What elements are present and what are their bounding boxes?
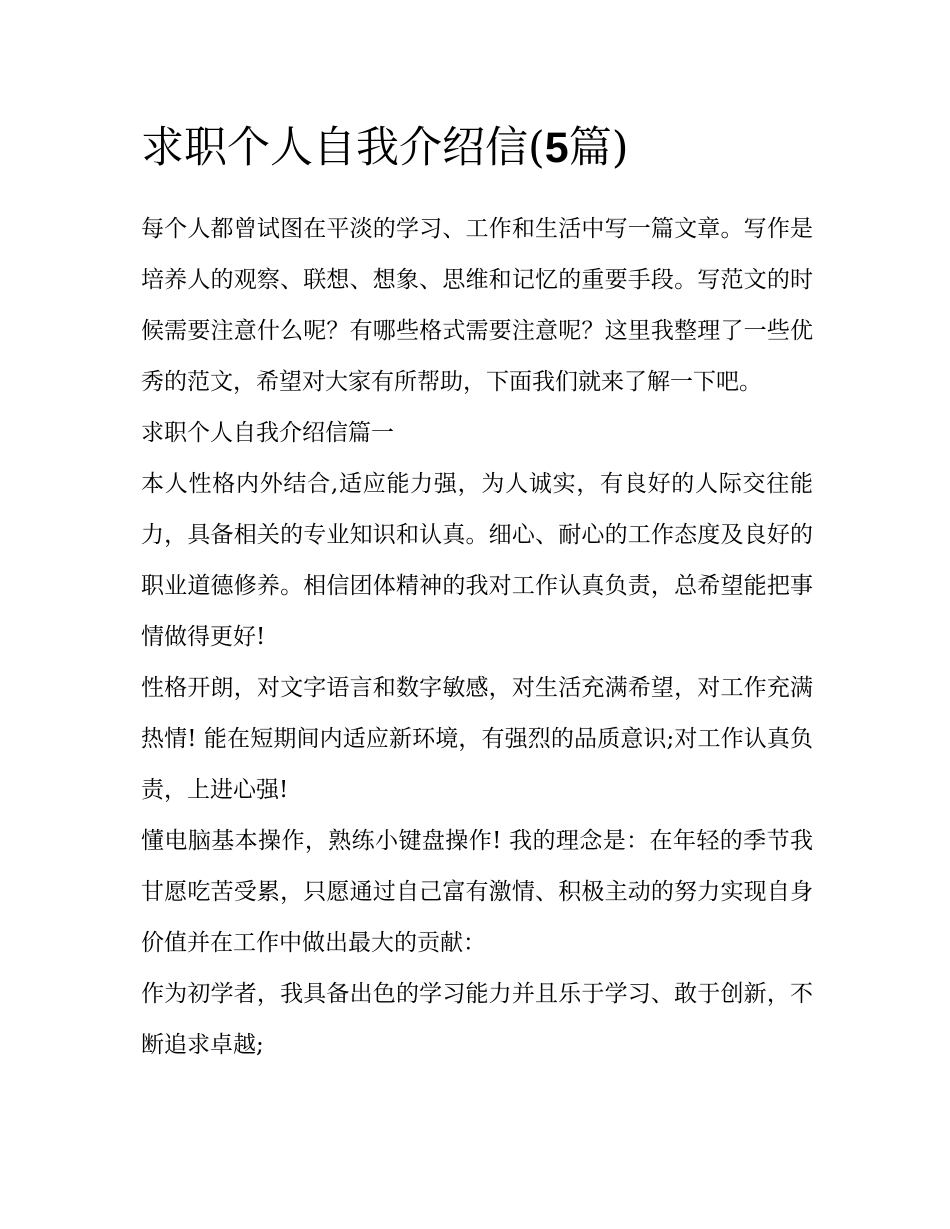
section-heading: 求职个人自我介绍信篇一	[141, 420, 394, 446]
intro-paragraph: 每个人都曾试图在平淡的学习、工作和生活中写一篇文章。写作是培养人的观察、联想、想象、思维和记忆的重要手段。写范文的时候需要注意什么呢？有哪些格式需要注意呢？这里我整理了一些优秀的范文，希望对大家有所帮助，下面我们就来了解一下吧。	[141, 216, 813, 395]
title-prefix: 求职个人自我介绍信(	[141, 123, 545, 173]
body-paragraph: 懂电脑基本操作，熟练小键盘操作! 我的理念是：在年轻的季节我甘愿吃苦受累，只愿通过自己富有激情、积极主动的努力实现自身价值并在工作中做出最大的贡献：	[141, 828, 813, 956]
body-paragraph: 本人性格内外结合,适应能力强，为人诚实，有良好的人际交往能力，具备相关的专业知识和认真。细心、耐心的工作态度及良好的职业道德修养。相信团体精神的我对工作认真负责，总希望能把事情做得更好!	[141, 471, 813, 650]
body-paragraph: 性格开朗，对文字语言和数字敏感，对生活充满希望，对工作充满热情! 能在短期间内适应新环境，有强烈的品质意识;对工作认真负责，上进心强!	[141, 675, 813, 803]
document-title	[141, 112, 813, 184]
document-body	[141, 112, 813, 1071]
title-number: 5	[544, 124, 569, 172]
body-paragraph: 作为初学者，我具备出色的学习能力并且乐于学习、敢于创新，不断追求卓越;	[141, 981, 813, 1058]
title-suffix: 篇)	[568, 123, 629, 173]
